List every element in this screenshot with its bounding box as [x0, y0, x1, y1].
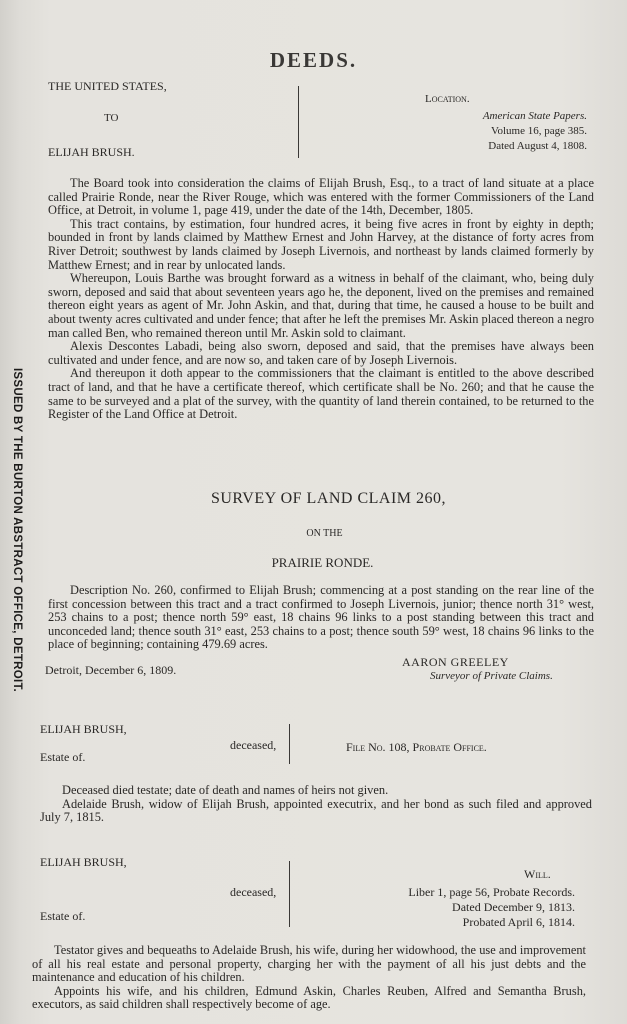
survey-description: Description No. 260, confirmed to Elijah Brush; commencing at a post standing on the rear line of the first concession between this tract and a tract confirmed to Joseph Livernois, junior; thence north 31° west, 253 chains to a post; thence north 59° east, 18 chains 96 links to a post standing between this tract and unconceded land; thence south 31° east, 253 chains to a post; thence south 59° west, 18 chains 96 links to the place of beginning; containing 479.69 acres. [48, 583, 594, 652]
estate1-deceased: deceased, [230, 738, 277, 752]
deed-brace [298, 86, 299, 158]
deed-dated: Dated August 4, 1808. [488, 140, 587, 152]
deed-grantor: THE UNITED STATES, [48, 79, 167, 93]
survey-heading: SURVEY OF LAND CLAIM 260, [210, 490, 447, 507]
estate1-estate-of: Estate of. [40, 750, 86, 764]
estate2-paragraph-1: Testator gives and bequeaths to Adelaide Brush, his wife, during her widowhood, the use and improvement of all his real estate and personal property, charging her with the payment of all his just debts and the maintenance and education of his children. [32, 943, 586, 985]
survey-on-the: ON THE [306, 528, 343, 539]
deed-source: American State Papers. [482, 110, 587, 122]
estate2-paragraph-2: Appoints his wife, and his children, Edmund Askin, Charles Reuben, Alfred and Semantha Brush, executors, as said children shall respectively become of age. [32, 983, 586, 1012]
estate1-brace [289, 724, 290, 764]
page-title: DEEDS. [269, 48, 358, 72]
estate2-brace [289, 861, 290, 927]
survey-place: PRAIRIE RONDE. [271, 555, 374, 570]
deed-grantee: ELIJAH BRUSH. [48, 145, 135, 159]
survey-description-block [48, 584, 594, 652]
estate2-probated: Probated April 6, 1814. [462, 915, 575, 929]
board-paragraph-5: And thereupon it doth appear to the commissioners that the claimant is entitled to the above described tract of land, and that he have a certificate thereof, which certificate shall be No. 260; and that he cause the same to be surveyed and a plat of the survey, with the quantity of land therein contained, to be returned to the Register of the Land Office at Detroit. [48, 366, 594, 422]
deed-location-label: Location. [425, 93, 470, 105]
estate1-text [40, 784, 592, 825]
estate2-dated: Dated December 9, 1813. [452, 900, 575, 914]
board-paragraph-3: Whereupon, Louis Barthe was brought forward as a witness in behalf of the claimant, who, being duly sworn, deposed and said that about seventeen years ago he, the deponent, lived on the premises and remained thereon eight years as agent of Mr. John Askin, and that, during that time, he caused a house to be built and about twenty acres cultivated and under fence; that after he left the premises Mr. Askin placed thereon a negro man called Ben, who remained thereon until Mr. Askin sold to claimant. [48, 271, 595, 340]
estate1-paragraph-2: Adelaide Brush, widow of Elijah Brush, appointed executrix, and her bond as such filed and approved July 7, 1815. [40, 796, 592, 825]
surveyor-name: AARON GREELEY [402, 655, 509, 669]
estate1-name: ELIJAH BRUSH, [40, 722, 127, 736]
estate2-liber: Liber 1, page 56, Probate Records. [408, 885, 575, 899]
estate2-will-label: Will. [524, 867, 551, 881]
estate2-deceased: deceased, [230, 885, 277, 899]
board-paragraph-4: Alexis Descontes Labadi, being also sworn, deposed and said, that the premises have always been cultivated and under fence, and are now so, and taken care of by Joseph Livernois. [48, 339, 594, 367]
survey-date-place: Detroit, December 6, 1809. [45, 663, 177, 677]
estate2-text [32, 944, 586, 1012]
sidebar-imprint: ISSUED BY THE BURTON ABSTRACT OFFICE, DETROIT. [11, 367, 23, 693]
board-paragraph-2: This tract contains, by estimation, four hundred acres, it being five acres in front by eighty in depth; bounded in front by lands claimed by Matthew Ernest and John Harvey, at the distance of forty acres from River Detroit; southwest by lands claimed by Joseph Livernois, and northeast by lands claimed formerly by Matthew Ernest; and in rear by unlocated lands. [48, 216, 594, 272]
board-paragraph-1: The Board took into consideration the claims of Elijah Brush, Esq., to a tract of land situate at a place called Prairie Ronde, near the River Rouge, which was entered with the former Commissioners of the Land Office, at Detroit, in volume 1, page 419, under the date of the 14th, December, 1805. [48, 176, 594, 218]
estate2-estate-of: Estate of. [40, 909, 86, 923]
surveyor-title: Surveyor of Private Claims. [430, 670, 553, 682]
deed-volume: Volume 16, page 385. [490, 125, 587, 137]
estate1-paragraph-1: Deceased died testate; date of death and names of heirs not given. [62, 783, 389, 797]
estate2-name: ELIJAH BRUSH, [40, 855, 127, 869]
board-text [48, 177, 594, 422]
estate1-file: File No. 108, Probate Office. [346, 740, 487, 754]
deed-to: TO [104, 112, 119, 124]
